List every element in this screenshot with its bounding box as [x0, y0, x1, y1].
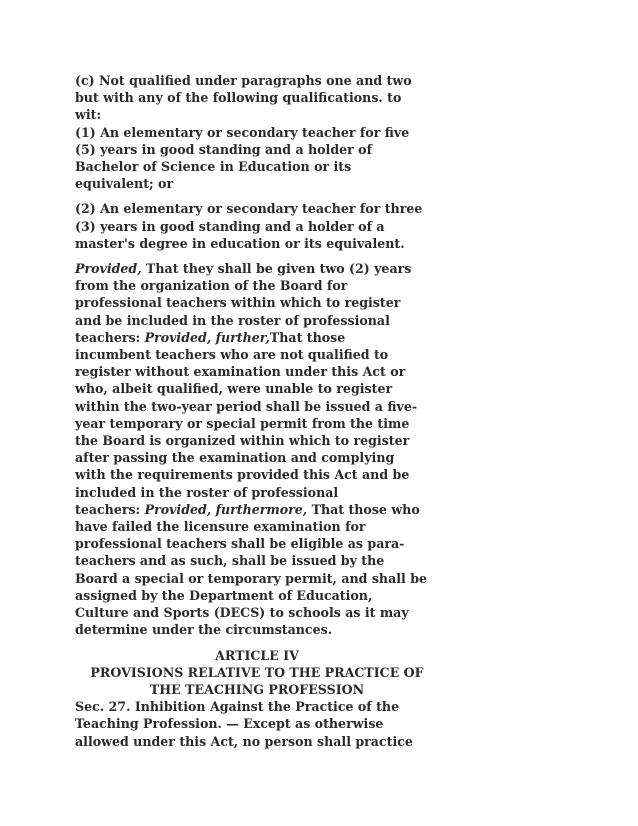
section-27	[75, 698, 439, 750]
text-line: professional teachers shall be eligible as para-	[75, 536, 405, 552]
text-span: That those	[269, 329, 346, 345]
text-line: Bachelor of Science in Education or its	[75, 159, 352, 175]
article-title-line: PROVISIONS RELATIVE TO THE PRACTICE OF	[90, 664, 424, 680]
text-line: allowed under this Act, no person shall practice	[75, 733, 413, 749]
text-line: (5) years in good standing and a holder of	[75, 141, 372, 157]
text-line: professional teachers within which to register	[75, 295, 401, 311]
provided-further-emphasis: Provided, further,	[144, 329, 270, 345]
text-line: (2) An elementary or secondary teacher for three	[75, 201, 423, 217]
text-line	[75, 260, 439, 277]
text-line: Teaching Profession. — Except as otherwise	[75, 716, 384, 732]
text-line	[75, 329, 439, 346]
text-line: register without examination under this Act or	[75, 364, 406, 380]
text-span: That they shall be given two (2) years	[141, 261, 412, 277]
text-line: who, albeit qualified, were unable to register	[75, 381, 393, 397]
text-span: That those who	[307, 501, 420, 517]
text-line: (c) Not qualified under paragraphs one and two	[75, 73, 412, 88]
item-2	[75, 200, 439, 252]
article-number: ARTICLE IV	[215, 647, 299, 663]
text-span: teachers:	[75, 329, 145, 345]
article-heading-block	[75, 647, 439, 699]
document-body	[75, 72, 439, 750]
text-line: Board a special or temporary permit, and shall be	[75, 570, 428, 586]
text-line	[75, 501, 439, 518]
text-line: wit:	[75, 107, 102, 123]
text-line: the Board is organized within which to register	[75, 433, 410, 449]
text-line: year temporary or special permit from the time	[75, 415, 410, 431]
text-line: with the requirements provided this Act and be	[75, 467, 410, 483]
text-line: have failed the licensure examination for	[75, 519, 366, 535]
provided-emphasis: Provided,	[75, 261, 142, 277]
text-line: Sec. 27. Inhibition Against the Practice of the	[75, 699, 400, 715]
text-line: (3) years in good standing and a holder of a	[75, 218, 385, 234]
article-title-line: THE TEACHING PROFESSION	[149, 681, 365, 697]
text-line: teachers and as such, shall be issued by the	[75, 553, 385, 569]
text-line: master's degree in education or its equivalent.	[75, 235, 405, 251]
text-line: assigned by the Department of Education,	[75, 587, 373, 603]
text-line: after passing the examination and complying	[75, 450, 395, 466]
text-line: equivalent; or	[75, 176, 174, 192]
text-line: incumbent teachers who are not qualified to	[75, 347, 389, 363]
provided-furthermore-emphasis: Provided, furthermore,	[144, 501, 308, 517]
text-line: determine under the circumstances.	[75, 622, 333, 638]
text-line: within the two-year period shall be issued a five-	[75, 398, 418, 414]
text-line: (1) An elementary or secondary teacher for five	[75, 124, 410, 140]
text-line: and be included in the roster of professional	[75, 312, 390, 328]
text-line: from the organization of the Board for	[75, 278, 348, 294]
paragraph-c	[75, 72, 439, 124]
text-line: Culture and Sports (DECS) to schools as it may	[75, 605, 409, 621]
text-line: included in the roster of professional	[75, 484, 339, 500]
text-line: but with any of the following qualifications. to	[75, 90, 402, 106]
item-1	[75, 124, 439, 193]
proviso-paragraph	[75, 260, 439, 638]
text-span: teachers:	[75, 501, 145, 517]
